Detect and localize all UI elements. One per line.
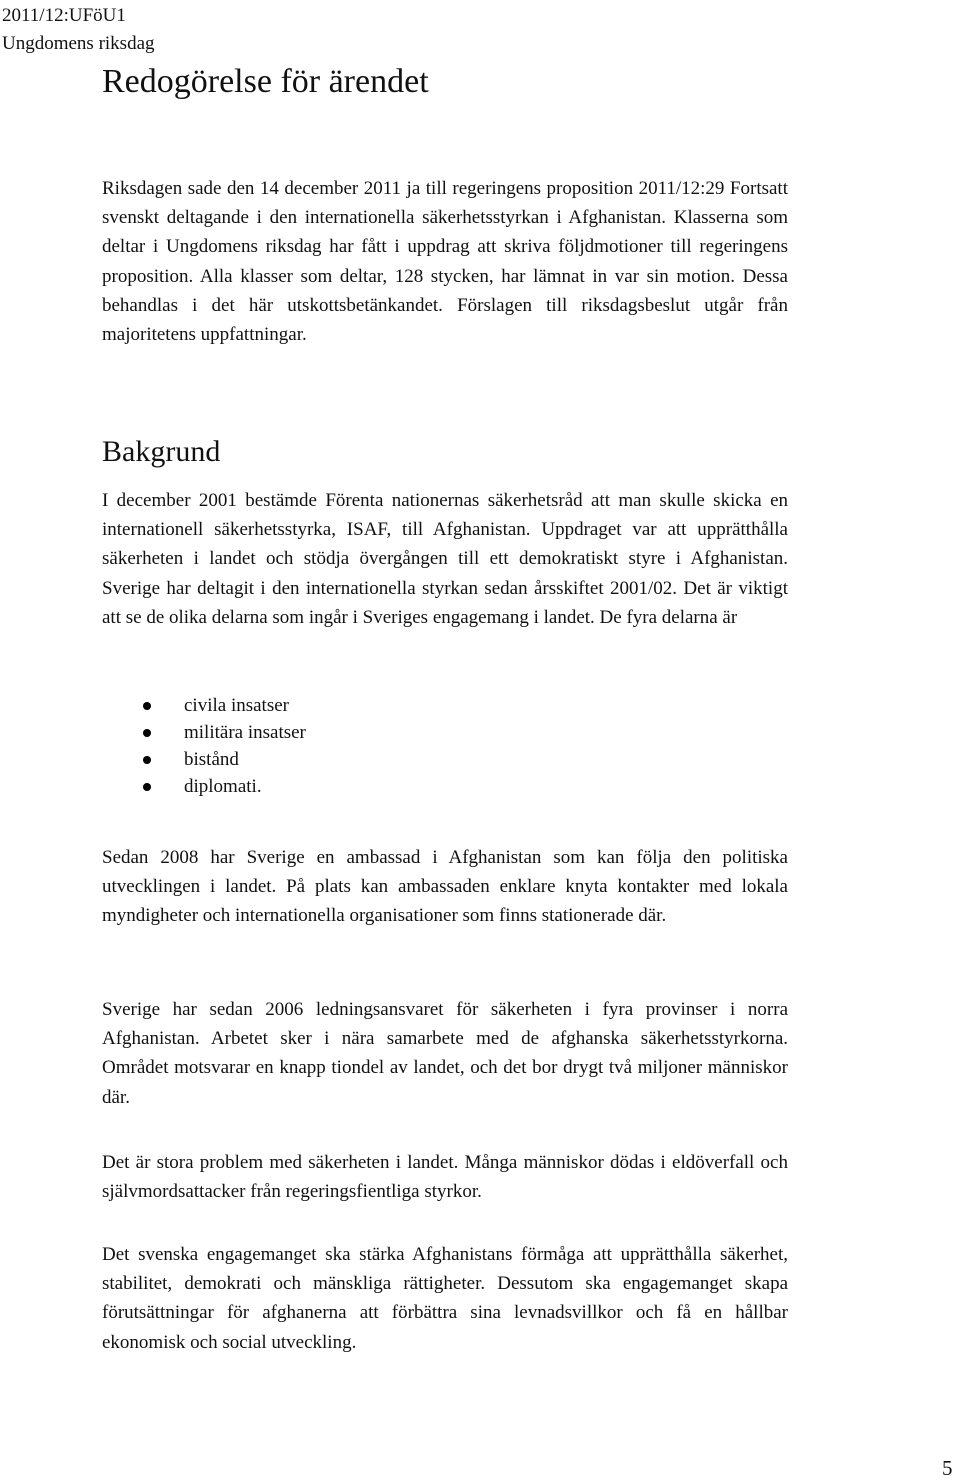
bullet-list (102, 692, 306, 800)
list-item (102, 746, 306, 773)
document-id: 2011/12:UFöU1 (2, 5, 126, 26)
engagement-paragraph: Det svenska engagemanget ska stärka Afghanistans förmåga att upprätthålla säkerhet, stabilitet, demokrati och mänskliga rättigheter. Dessutom ska engagemanget skapa förutsättningar för afghanerna att förbättra sina levnadsvillkor och få en hållbar ekonomisk och social utveckling. (102, 1244, 788, 1353)
bullet-icon (143, 702, 151, 710)
list-item (102, 692, 306, 719)
list-item (102, 719, 306, 746)
page-title: Redogörelse för ärendet (102, 63, 429, 100)
page-number: 5 (942, 1456, 953, 1480)
bullet-icon (143, 729, 151, 737)
leadership-paragraph: Sverige har sedan 2006 ledningsansvaret för säkerheten i fyra provinser i norra Afghanistan. Arbetet sker i nära samarbete med de afghanska säkerhetsstyrkorna. Området motsvarar en knapp tiondel av landet, och det bor drygt två miljoner människor där. (102, 999, 788, 1108)
list-item (102, 773, 306, 800)
intro-paragraph: Riksdagen sade den 14 december 2011 ja till regeringens proposition 2011/12:29 Fortsatt svenskt deltagande i den internationella säkerhetsstyrkan i Afghanistan. Klasserna som deltar i Ungdomens riksdag har fått i uppdrag att skriva följdmotioner till regeringens proposition. Alla klasser som deltar, 128 stycken, har lämnat in var sin motion. Dessa behandlas i det här utskottsbetänkandet. Förslagen till riksdagsbeslut utgår från majoritetens uppfattningar. (102, 178, 788, 346)
list-item-text: civila insatser (184, 695, 289, 716)
page-header (2, 2, 155, 58)
organization-name: Ungdomens riksdag (2, 33, 155, 54)
security-paragraph: Det är stora problem med säkerheten i landet. Många människor dödas i eldöverfall och självmordsattacker från regeringsfientliga styrkor. (102, 1152, 788, 1203)
background-paragraph: I december 2001 bestämde Förenta nationernas säkerhetsråd att man skulle skicka en internationell säkerhetsstyrka, ISAF, till Afghanistan. Uppdraget var att upprätthålla säkerheten i landet och stödja övergången till ett demokratiskt styre i Afghanistan. Sverige har deltagit i den internationella styrkan sedan årsskiftet 2001/02. Det är viktigt att se de olika delarna som ingår i Sveriges engagemang i landet. De fyra delarna är (102, 490, 788, 628)
bullet-icon (143, 756, 151, 764)
list-item-text: diplomati. (184, 776, 262, 797)
embassy-paragraph: Sedan 2008 har Sverige en ambassad i Afghanistan som kan följa den politiska utvecklingen i landet. På plats kan ambassaden enklare knyta kontakter med lokala myndigheter och internationella organisationer som finns stationerade där. (102, 847, 788, 927)
section-heading-bakgrund: Bakgrund (102, 435, 221, 468)
list-item-text: bistånd (184, 749, 239, 770)
bullet-icon (143, 783, 151, 791)
list-item-text: militära insatser (184, 722, 306, 743)
